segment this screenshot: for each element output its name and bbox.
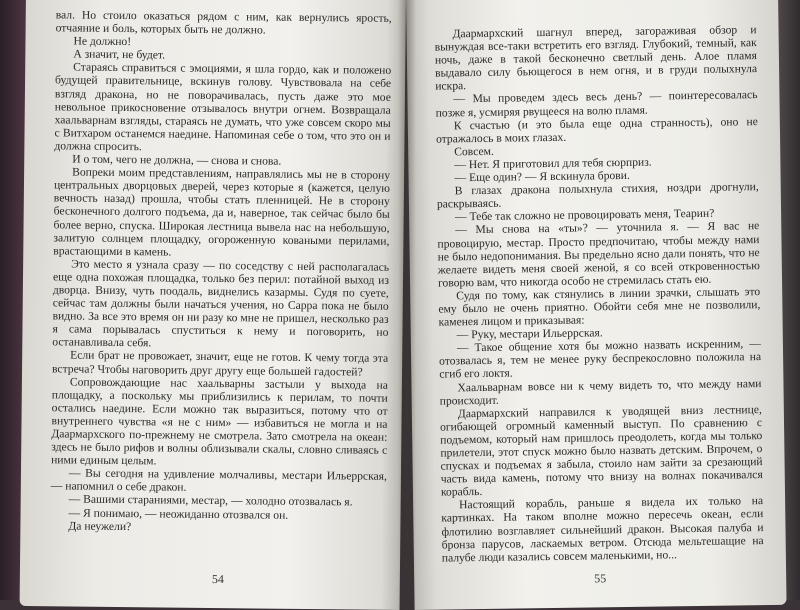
paragraph: Сопровождающие нас хаальварны застыли у выхода на площадку, а поскольку мы приблизились к перилам, то почти остались наедине. Если можно так выразиться, потому что от внутреннего чувства «я не с ним» — избавиться не могла и на Даармархского по-прежнему не смотрела. Зато смотрела на океан: здесь не было рифов и волны облизывали скалы, словно сливаясь с ними единым целым. [51, 375, 388, 468]
paragraph: — Вашими стараниями, местар, — холодно отозвалась я. [68, 492, 353, 509]
paragraph: В глазах дракона полыхнула стихия, ноздри дрогнули, раскрываясь. [436, 180, 759, 211]
paragraph: Совсем. [454, 144, 494, 159]
paragraph: Не должно! [73, 34, 132, 49]
paragraph: Судя по тому, как стянулись в линии зрачки, слышать это ему было не очень приятно. Обойти себя мне не позволили, каменея лицом и приказывая: [438, 284, 761, 329]
paragraph: — Такое общение хотя бы можно назвать искренним, — отозвалась я, тем не менее руку беспрекословно положила на сгиб его локтя. [439, 337, 762, 382]
paragraph: — Руку, местари Ильеррская. [456, 326, 603, 342]
page-number-left: 54 [211, 571, 224, 587]
page-number-right: 55 [594, 571, 607, 586]
paragraph: К счастью (и это была еще одна странность), оно не отражалось в моих глазах. [435, 114, 758, 146]
paragraph: И о том, чего не должна, — снова и снова. [72, 152, 282, 168]
left-page-text [50, 8, 391, 535]
paragraph: — Мы снова на «ты»? — уточнила я. — Я вас не провоцирую, местар. Просто предпочитаю, чтобы между нами не было недопонимания. Вы предельно ясно дали понять, что не желаете видеть меня своей женой, я со всей откровенностью говорю вам, что никогда особо не стремилась стать ею. [437, 219, 760, 290]
open-book [26, 0, 778, 610]
paragraph: Это место я узнала сразу — по соседству с ней располагалась еще одна похожая площадка, только без перил: потайной выход из дворца. Внизу, чуть поодаль, виднелись казармы. Судя по суете, сейчас там должны были начаться учения, но Сарра пока не было видно. За все это время он ни разу ко мне не пришел, несколько раз я сама порывалась спуститься к нему и поговорить, но останавливала себя. [52, 257, 390, 350]
paragraph: А значит, не будет. [73, 47, 166, 62]
paragraph: Настоящий корабль, раньше я видела их только на картинках. На таком вполне можно пересечь океан, если флотилию возглавляет сильнейший дракон. Высокая палуба и бронза парусов, ласкаемых ветром. Отсюда мельтешащие на палубе люди казались совсем маленькими, но... [441, 494, 764, 565]
paragraph: Если брат не провожает, значит, еще не готов. К чему тогда эта встреча? Чтобы наговорить друг другу еще большей гадостей? [51, 348, 389, 379]
right-page-text [434, 23, 763, 564]
paragraph: Даармархский шагнул вперед, загораживая обзор и вынуждая все-таки встретить его взгляд. Глубокий, темный, как ночь, даже в такой бесконечно светлый день. Алое пламя выдавало силу бьющегося в нем огня, и в груди полыхнула искра. [434, 23, 758, 93]
paragraph: Хаальварнам вовсе ни к чему видеть то, что между нами происходит. [439, 376, 762, 408]
paragraph: — Тебе так сложно не провоцировать меня, Теарин? [455, 207, 715, 224]
left-page [20, 0, 406, 610]
paragraph: Да неужели? [68, 519, 132, 533]
paragraph: Вопреки моим представлениям, направлялись мы не в сторону центральных дворцовых дверей, через которые я (кажется, целую вечность назад) прошла, чтобы стать пленницей. Не в сторону бесконечного долгого подъема, да и, наверное, так сейчас было бы более верно, спуска. Широкая лестница вывела нас на небольшую, залитую солнцем площадку, огороженную коваными перилами, врастающими в камень. [53, 165, 391, 259]
paragraph: — Вы сегодня на удивление молчаливы, местари Ильеррская, — напомнил о себе дракон. [50, 466, 388, 495]
paragraph: Стараясь справиться с эмоциями, я шла гордо, как и положено будущей правительнице, вскинув голову. Чувствовала на себе взгляд дракона, но не поворачивалась, пусть даже это мое невольное прикосновение отзывалось внутри огнем. Возвращала хаальварнам взгляды, стараясь не думать, что уже совсем скоро мы с Витхаром останемся наедине. Напоминая себе о том, что это он и должна спросить. [54, 60, 392, 154]
right-page [406, 0, 787, 610]
paragraph: — Мы проведем здесь весь день? — поинтересовалась позже я, усмиряя рвущееся на волю пламя. [435, 88, 758, 120]
paragraph: — Нет. Я приготовил для тебя сюрприз. [454, 155, 652, 172]
paragraph: — Еще один? — Я вскинула брови. [454, 168, 630, 185]
paragraph: вал. Но стоило оказаться рядом с ним, как вернулись ярость, отчаяние и боль, которых быть не должно. [55, 8, 392, 37]
paragraph: — Я понимаю, — неожиданно отозвался он. [68, 506, 289, 522]
paragraph: Даармархский направился к уводящей вниз лестнице, огибающей огромный каменный выступ. По сравнению с подъемом, который нам пришлось преодолеть, когда мы только прилетели, этот спуск можно было назвать детским. Впрочем, о спусках и подъемах я забыла, стоило нам зайти за срезающий часть вида камень, потому что внизу на волнах покачивался корабль. [439, 402, 763, 499]
